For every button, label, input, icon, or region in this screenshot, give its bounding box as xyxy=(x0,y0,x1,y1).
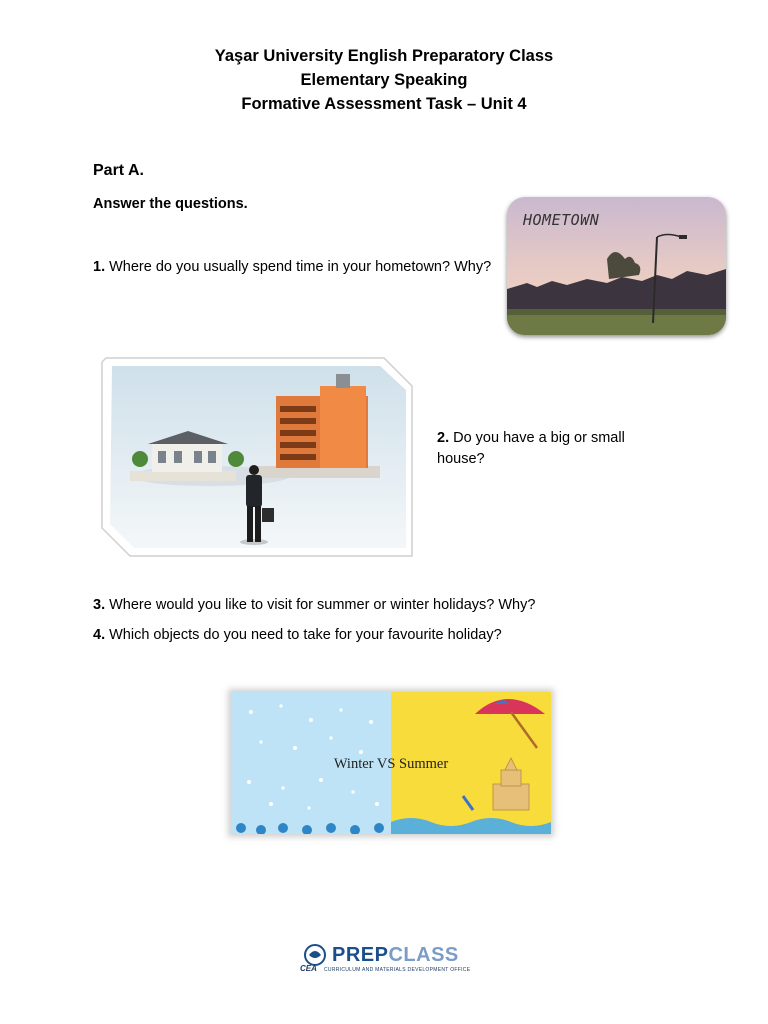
question-number: 3. xyxy=(93,597,106,613)
question-text: Do you have a big or small house? xyxy=(437,430,625,467)
question-number: 4. xyxy=(93,627,106,643)
instruction: Answer the questions. xyxy=(93,196,248,212)
season-label: Winter VS Summer xyxy=(333,756,449,772)
hometown-image xyxy=(507,197,726,335)
question-3 xyxy=(93,595,653,616)
question-number: 2. xyxy=(437,430,450,446)
question-text: Where do you usually spend time in your hometown? Why? xyxy=(105,259,492,275)
part-title: Part A. xyxy=(93,162,144,179)
header-university: Yaşar University English Preparatory Class xyxy=(214,47,554,65)
prepclass-brand: PREPCLASS xyxy=(332,944,459,966)
winter-summer-image xyxy=(231,692,551,834)
house-image xyxy=(100,356,414,558)
prepclass-emblem-icon xyxy=(302,944,328,966)
question-1 xyxy=(93,257,493,278)
question-number: 1. xyxy=(93,259,106,275)
question-2 xyxy=(437,428,647,470)
question-text: Where would you like to visit for summer or winter holidays? Why? xyxy=(105,597,536,613)
document-header xyxy=(0,44,768,116)
cea-label: CEA xyxy=(300,964,317,973)
question-4 xyxy=(93,625,653,646)
header-course: Elementary Speaking xyxy=(300,71,468,89)
prepclass-logo xyxy=(298,942,474,978)
hometown-label: HOMETOWN xyxy=(523,211,600,229)
question-text: Which objects do you need to take for your favourite holiday? xyxy=(105,627,502,643)
header-task: Formative Assessment Task – Unit 4 xyxy=(241,95,527,113)
footer-subtitle: CURRICULUM AND MATERIALS DEVELOPMENT OFFICE xyxy=(324,967,471,973)
